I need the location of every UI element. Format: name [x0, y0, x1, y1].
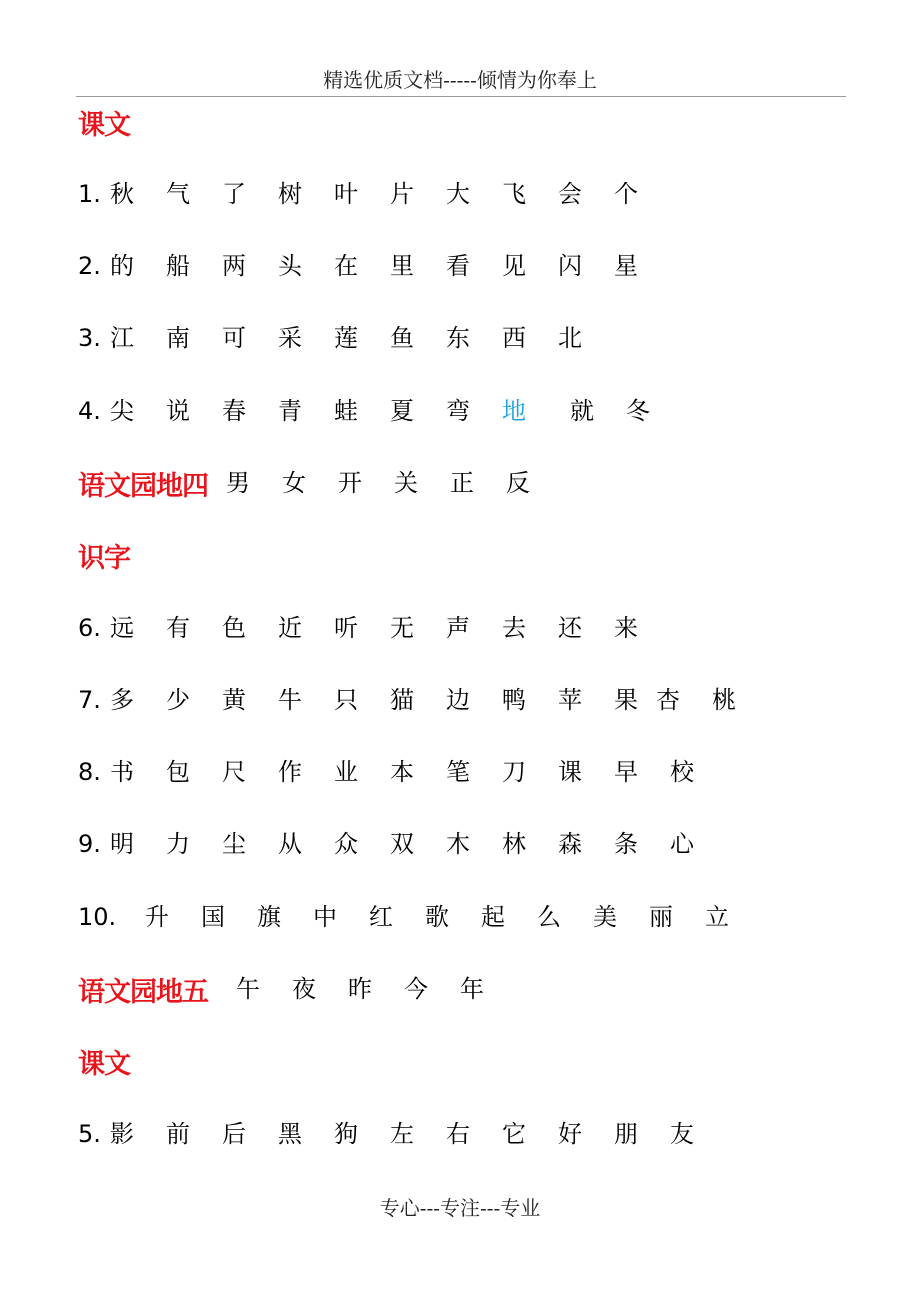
- character: 片: [390, 180, 414, 208]
- character-list: [110, 680, 768, 720]
- section-heading-row: [78, 969, 516, 1009]
- character: 里: [390, 252, 414, 280]
- character: 双: [390, 830, 414, 858]
- character: 女: [282, 469, 306, 497]
- character: 两: [222, 252, 246, 280]
- character: 心: [670, 830, 694, 858]
- line-number: 2.: [78, 252, 101, 280]
- character: 星: [614, 252, 638, 280]
- character: 弯: [446, 397, 470, 425]
- character: 丽: [649, 903, 673, 931]
- line-number: 6.: [78, 614, 101, 642]
- character: 木: [446, 830, 470, 858]
- character: 青: [278, 397, 302, 425]
- character: 刀: [502, 758, 526, 786]
- character: 朋: [614, 1120, 638, 1148]
- character: 黑: [278, 1120, 302, 1148]
- character: 可: [222, 324, 246, 352]
- character-line: [78, 824, 726, 864]
- highlighted-character: 地: [502, 397, 526, 425]
- character: 桃: [712, 686, 736, 714]
- character: 尖: [110, 397, 134, 425]
- character: 头: [278, 252, 302, 280]
- character-line: [78, 391, 682, 431]
- character: 多: [110, 686, 134, 714]
- character: 午: [236, 975, 260, 1003]
- character: 色: [222, 614, 246, 642]
- section-heading-row: [78, 102, 130, 142]
- character: 在: [334, 252, 358, 280]
- character: 夜: [292, 975, 316, 1003]
- character: 声: [446, 614, 470, 642]
- section-heading: 语文园地四: [78, 470, 208, 502]
- character: 春: [222, 397, 246, 425]
- character: 众: [334, 830, 358, 858]
- character: 夏: [390, 397, 414, 425]
- character: 看: [446, 252, 470, 280]
- character: 远: [110, 614, 134, 642]
- character: 开: [338, 469, 362, 497]
- section-heading-row: [78, 463, 562, 503]
- character-list: [110, 752, 726, 792]
- character: 森: [558, 830, 582, 858]
- character-list: [110, 824, 726, 864]
- character: 后: [222, 1120, 246, 1148]
- character-line: [78, 897, 761, 937]
- line-number: 3.: [78, 324, 101, 352]
- character: 杏: [656, 686, 680, 714]
- character: 男: [226, 469, 250, 497]
- character: 牛: [278, 686, 302, 714]
- character: 只: [334, 686, 358, 714]
- character: 个: [614, 180, 638, 208]
- character: 无: [390, 614, 414, 642]
- character: 美: [593, 903, 617, 931]
- character: 尺: [222, 758, 246, 786]
- character: 猫: [390, 686, 414, 714]
- character: 南: [166, 324, 190, 352]
- character: 船: [166, 252, 190, 280]
- character: 江: [110, 324, 134, 352]
- character: 秋: [110, 180, 134, 208]
- character: 采: [278, 324, 302, 352]
- character: 的: [110, 252, 134, 280]
- line-number: 9.: [78, 830, 101, 858]
- character: 边: [446, 686, 470, 714]
- character: 东: [446, 324, 470, 352]
- line-number: 5.: [78, 1120, 101, 1148]
- character: 听: [334, 614, 358, 642]
- character: 友: [670, 1120, 694, 1148]
- character: 包: [166, 758, 190, 786]
- character: 林: [502, 830, 526, 858]
- character-list: [110, 246, 670, 286]
- character-list: [110, 174, 670, 214]
- line-number: 4.: [78, 397, 101, 425]
- character: 校: [670, 758, 694, 786]
- character: 了: [222, 180, 246, 208]
- character: 去: [502, 614, 526, 642]
- character-list: [110, 1114, 726, 1154]
- character: 北: [558, 324, 582, 352]
- character: 冬: [626, 397, 650, 425]
- character: 见: [502, 252, 526, 280]
- character: 左: [390, 1120, 414, 1148]
- character: 国: [201, 903, 225, 931]
- character: 近: [278, 614, 302, 642]
- character-line: [78, 752, 726, 792]
- character-list: [110, 608, 670, 648]
- character: 本: [390, 758, 414, 786]
- character-line: [78, 608, 670, 648]
- character: 果: [614, 686, 638, 714]
- character: 狗: [334, 1120, 358, 1148]
- character: 红: [369, 903, 393, 931]
- section-heading: 课文: [78, 1048, 130, 1080]
- character: 今: [404, 975, 428, 1003]
- character-line: [78, 246, 670, 286]
- character: 还: [558, 614, 582, 642]
- character: 业: [334, 758, 358, 786]
- character: 它: [502, 1120, 526, 1148]
- character-list: [236, 969, 516, 1009]
- character-list: [226, 463, 562, 503]
- character: 闪: [558, 252, 582, 280]
- character-line: [78, 1114, 726, 1154]
- section-heading: 课文: [78, 109, 130, 141]
- character: 气: [166, 180, 190, 208]
- line-number: 7.: [78, 686, 101, 714]
- character: 么: [537, 903, 561, 931]
- character: 前: [166, 1120, 190, 1148]
- character: 关: [394, 469, 418, 497]
- character: 立: [705, 903, 729, 931]
- character: 鱼: [390, 324, 414, 352]
- character: 蛙: [334, 397, 358, 425]
- character: 旗: [257, 903, 281, 931]
- line-number: 8.: [78, 758, 101, 786]
- character: 莲: [334, 324, 358, 352]
- character: 笔: [446, 758, 470, 786]
- character-line: [78, 318, 614, 358]
- character-list: [145, 897, 761, 937]
- character: 从: [278, 830, 302, 858]
- character: 歌: [425, 903, 449, 931]
- section-heading: 识字: [78, 542, 130, 574]
- character: 飞: [502, 180, 526, 208]
- character: 鸭: [502, 686, 526, 714]
- character: 尘: [222, 830, 246, 858]
- character: 苹: [558, 686, 582, 714]
- character-list: [110, 391, 682, 431]
- character: 课: [558, 758, 582, 786]
- character: 有: [166, 614, 190, 642]
- character: 升: [145, 903, 169, 931]
- character: 条: [614, 830, 638, 858]
- character: 年: [460, 975, 484, 1003]
- character: 来: [614, 614, 638, 642]
- character: 昨: [348, 975, 372, 1003]
- character-line: [78, 680, 768, 720]
- character: 起: [481, 903, 505, 931]
- character: 叶: [334, 180, 358, 208]
- character: 中: [313, 903, 337, 931]
- character-line: [78, 174, 670, 214]
- character: 明: [110, 830, 134, 858]
- section-heading-row: [78, 1041, 130, 1081]
- character: 大: [446, 180, 470, 208]
- character: 西: [502, 324, 526, 352]
- character: 好: [558, 1120, 582, 1148]
- line-number: 1.: [78, 180, 101, 208]
- character: 会: [558, 180, 582, 208]
- header-rule: [76, 96, 846, 97]
- character: 书: [110, 758, 134, 786]
- page-footer: 专心---专注---专业: [379, 1196, 541, 1220]
- section-heading: 语文园地五: [78, 976, 208, 1008]
- character: 早: [614, 758, 638, 786]
- character: 树: [278, 180, 302, 208]
- character: 少: [166, 686, 190, 714]
- line-number: 10.: [78, 903, 117, 931]
- character: 作: [278, 758, 302, 786]
- character: 右: [446, 1120, 470, 1148]
- character-list: [110, 318, 614, 358]
- page-header: 精选优质文档-----倾情为你奉上: [323, 68, 597, 92]
- section-heading-row: [78, 535, 130, 575]
- character: 影: [110, 1120, 134, 1148]
- character: 反: [506, 469, 530, 497]
- character: 黄: [222, 686, 246, 714]
- character: 力: [166, 830, 190, 858]
- character: 正: [450, 469, 474, 497]
- character: 说: [166, 397, 190, 425]
- character: 就: [570, 397, 594, 425]
